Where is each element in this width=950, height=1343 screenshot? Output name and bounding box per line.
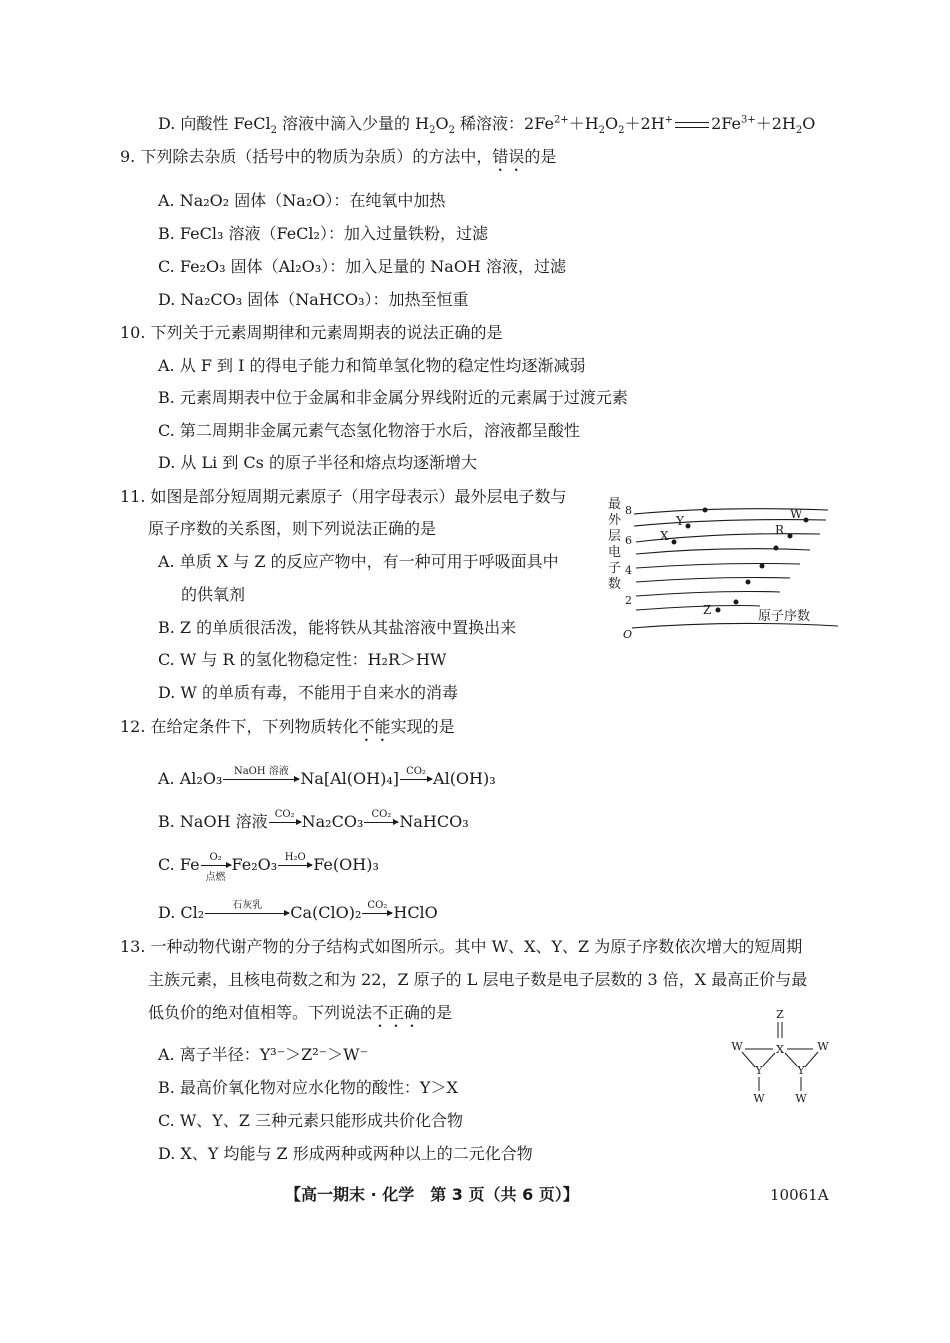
reaction-arrow: CO₂ xyxy=(364,822,398,823)
q12-stem: 12. 在给定条件下，下列物质转化不能实现的是 xyxy=(120,717,455,736)
q11-option-c: C. W 与 R 的氢化物稳定性：H₂R＞HW xyxy=(158,650,447,669)
atom-w: W xyxy=(753,1092,765,1105)
data-point xyxy=(734,600,739,605)
label-w: W xyxy=(790,507,803,521)
q13-stem-line1: 13. 一种动物代谢产物的分子结构式如图所示。其中 W、X、Y、Z 为原子序数依次增大的短周期 xyxy=(120,937,803,956)
q13-option-c: C. W、Y、Z 三种元素只能形成共价化合物 xyxy=(158,1111,464,1130)
q11-option-d: D. W 的单质有毒，不能用于自来水的消毒 xyxy=(158,683,458,702)
reaction-arrow: CO₂ xyxy=(269,822,301,823)
q11-option-b: B. Z 的单质很活泼，能将铁从其盐溶液中置换出来 xyxy=(158,618,517,637)
data-point xyxy=(686,524,691,529)
q13-option-a: A. 离子半径：Y³⁻＞Z²⁻＞W⁻ xyxy=(158,1045,369,1064)
reaction-arrow: CO₂ xyxy=(400,779,432,780)
trend-line xyxy=(636,578,790,583)
y-axis-label-char: 最 xyxy=(608,497,622,512)
data-point xyxy=(746,580,751,585)
y-tick-4: 4 xyxy=(625,564,632,577)
origin-label: O xyxy=(623,628,633,641)
bond xyxy=(805,1052,818,1067)
q10-stem: 10. 下列关于元素周期律和元素周期表的说法正确的是 xyxy=(120,323,503,342)
x-axis-label: 原子序数 xyxy=(758,609,811,624)
q11-periodic-trend-figure xyxy=(600,492,840,644)
q9-option-c: C. Fe₂O₃ 固体（Al₂O₃）：加入足量的 NaOH 溶液，过滤 xyxy=(158,257,566,276)
q9-option-a: A. Na₂O₂ 固体（Na₂O）：在纯氧中加热 xyxy=(158,191,446,210)
y-tick-8: 8 xyxy=(625,504,632,517)
bond xyxy=(742,1052,755,1067)
q12-option-c: C. Fe O₂ 点燃 Fe₂O₃ H₂O Fe(OH)₃ xyxy=(158,852,379,883)
label-r: R xyxy=(775,523,785,537)
q8-option-d: D. 向酸性 FeCl$_2$ 溶液中滴入少量的 $H_2O_2$ 稀溶液：$2Fe^{2+}+H_2O_2+2H^+$ $2Fe^{3+}+2H_2O$ xyxy=(158,114,816,137)
reaction-arrow: O₂ 点燃 xyxy=(201,865,231,866)
q9-option-d: D. Na₂CO₃ 固体（NaHCO₃）：加热至恒重 xyxy=(158,290,469,309)
page-footer-title: 【高一期末 · 化学 第 3 页（共 6 页）】 xyxy=(285,1185,579,1204)
label-y: Y xyxy=(676,514,684,528)
label-z: Z xyxy=(703,603,712,617)
q10-option-c: C. 第二周期非金属元素气态氢化物溶于水后，溶液都呈酸性 xyxy=(158,421,580,440)
y-axis-label-char: 外 xyxy=(608,513,622,528)
q13-stem-line3: 低负价的绝对值相等。下列说法不正确的是 xyxy=(148,1003,453,1022)
y-tick-6: 6 xyxy=(625,534,632,547)
q11-option-a-cont: 的供氧剂 xyxy=(181,585,246,604)
trend-line xyxy=(636,606,760,611)
emphasis-dots: 不能 xyxy=(358,717,391,736)
y-tick-2: 2 xyxy=(625,594,632,607)
trend-line xyxy=(636,592,780,597)
data-point xyxy=(703,508,708,513)
reaction-arrow: NaOH 溶液 xyxy=(223,779,299,780)
emphasis-dots: 错误 xyxy=(492,147,525,166)
equals-double-bar xyxy=(675,122,709,128)
x-axis-line xyxy=(632,623,838,628)
atom-y: Y xyxy=(755,1064,763,1077)
q13-option-b: B. 最高价氧化物对应水化物的酸性：Y＞X xyxy=(158,1078,458,1097)
reaction-arrow: H₂O xyxy=(278,865,312,866)
y-axis-label-char: 子 xyxy=(608,561,622,576)
reaction-arrow: 石灰乳 xyxy=(205,913,289,914)
data-point xyxy=(804,518,809,523)
data-point xyxy=(788,534,793,539)
paper-code: 10061A xyxy=(770,1186,829,1204)
q13-molecule-structure xyxy=(725,1006,835,1110)
label-x: X xyxy=(660,529,669,543)
q12-option-d: D. Cl₂ 石灰乳 Ca(ClO)₂ CO₂ HClO xyxy=(158,900,438,922)
atom-x: X xyxy=(776,1043,784,1056)
data-point xyxy=(672,540,677,545)
y-axis-label-char: 层 xyxy=(608,529,622,544)
trend-line xyxy=(636,564,800,569)
q11-option-a: A. 单质 X 与 Z 的反应产物中，有一种可用于呼吸面具中 xyxy=(158,552,559,571)
data-point xyxy=(716,608,721,613)
atom-w: W xyxy=(795,1092,807,1105)
q11-stem-line1: 11. 如图是部分短周期元素原子（用字母表示）最外层电子数与 xyxy=(120,487,567,506)
q11-stem-line2: 原子序数的关系图，则下列说法正确的是 xyxy=(148,519,437,538)
atom-w: W xyxy=(731,1040,743,1053)
data-point xyxy=(774,546,779,551)
trend-line xyxy=(636,549,810,554)
q10-option-a: A. 从 F 到 I 的得电子能力和简单氢化物的稳定性均逐渐减弱 xyxy=(158,356,586,375)
atom-z: Z xyxy=(776,1008,784,1021)
q13-stem-line2: 主族元素，且核电荷数之和为 22，Z 原子的 L 层电子数是电子层数的 3 倍，X 最高正价与最 xyxy=(148,970,808,989)
emphasis-dots: 不正确 xyxy=(372,1003,421,1022)
bond xyxy=(785,1053,797,1066)
q10-option-d: D. 从 Li 到 Cs 的原子半径和熔点均逐渐增大 xyxy=(158,453,477,472)
q12-option-a: A. Al₂O₃ NaOH 溶液 Na[Al(OH)₄] CO₂ Al(OH)₃ xyxy=(158,766,496,788)
q9-stem: 9. 下列除去杂质（括号中的物质为杂质）的方法中，错误的是 xyxy=(120,147,557,166)
q9-option-b: B. FeCl₃ 溶液（FeCl₂）：加入过量铁粉，过滤 xyxy=(158,224,488,243)
atom-w: W xyxy=(817,1040,829,1053)
data-point xyxy=(760,564,765,569)
atom-y: Y xyxy=(797,1064,805,1077)
q12-option-b: B. NaOH 溶液 CO₂ Na₂CO₃ CO₂ NaHCO₃ xyxy=(158,809,469,831)
y-axis-label-char: 电 xyxy=(608,545,622,560)
q13-option-d: D. X、Y 均能与 Z 形成两种或两种以上的二元化合物 xyxy=(158,1144,533,1163)
q10-option-b: B. 元素周期表中位于金属和非金属分界线附近的元素属于过渡元素 xyxy=(158,388,628,407)
y-axis-label-char: 数 xyxy=(608,577,622,592)
reaction-arrow: CO₂ xyxy=(362,913,392,914)
bond xyxy=(763,1053,775,1066)
